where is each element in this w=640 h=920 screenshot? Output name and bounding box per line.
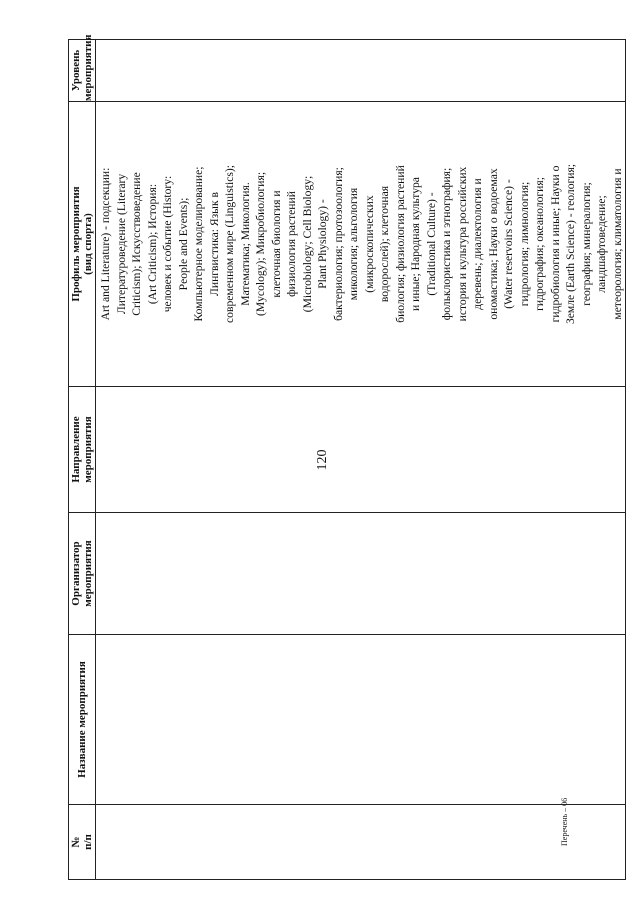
cell-level [96,40,626,102]
header-direction: Направление мероприятия [69,387,96,513]
events-table-rotated [68,34,624,880]
cell-direction [96,387,626,513]
cell-num [96,805,626,880]
events-table [68,34,626,880]
header-organizer: Организатор мероприятия [69,513,96,635]
table-header-row [69,40,96,880]
page-number: 120 [315,449,330,471]
header-num: № п/п [69,805,96,880]
header-profile: Профиль мероприятия (вид спорта) [69,102,96,387]
header-name: Название мероприятия [69,635,96,805]
cell-name [96,635,626,805]
cell-profile: Art and Literature) - подсекции: Литературоведение (Literary Criticism); Искусствоведение (Art Criticism); История: человек и событие (History: People and Events); Компьютерное моделирование; Лингвистика: Язык в современном мире (Linguistics); Математика; Микология. (Mycology); Микробиология; клеточная биология и физиология растений (Microbiology; Cell Biology; Plant Physiology) - бактериология; протозоология; микология; альгология (микроскопических водорослей); клеточная биология; физиология растений и иные; Народная культура (Traditional Culture) - фольклористика и этнография; история и культура российских деревень; диалектология и ономастика; Науки о водоемах (Water reservoirs Science) - гидрология; лимнология; гидрография; океанология; гидробиология и иные; Науки о Земле (Earth Science) - геология; география; минералогия; ландшафтоведение; метеорология; климатология и [96,102,626,387]
cell-organizer [96,513,626,635]
table-row [96,40,626,880]
footer-note: Перечень – 06 [560,797,569,846]
header-level: Уровень мероприятия [70,34,94,101]
